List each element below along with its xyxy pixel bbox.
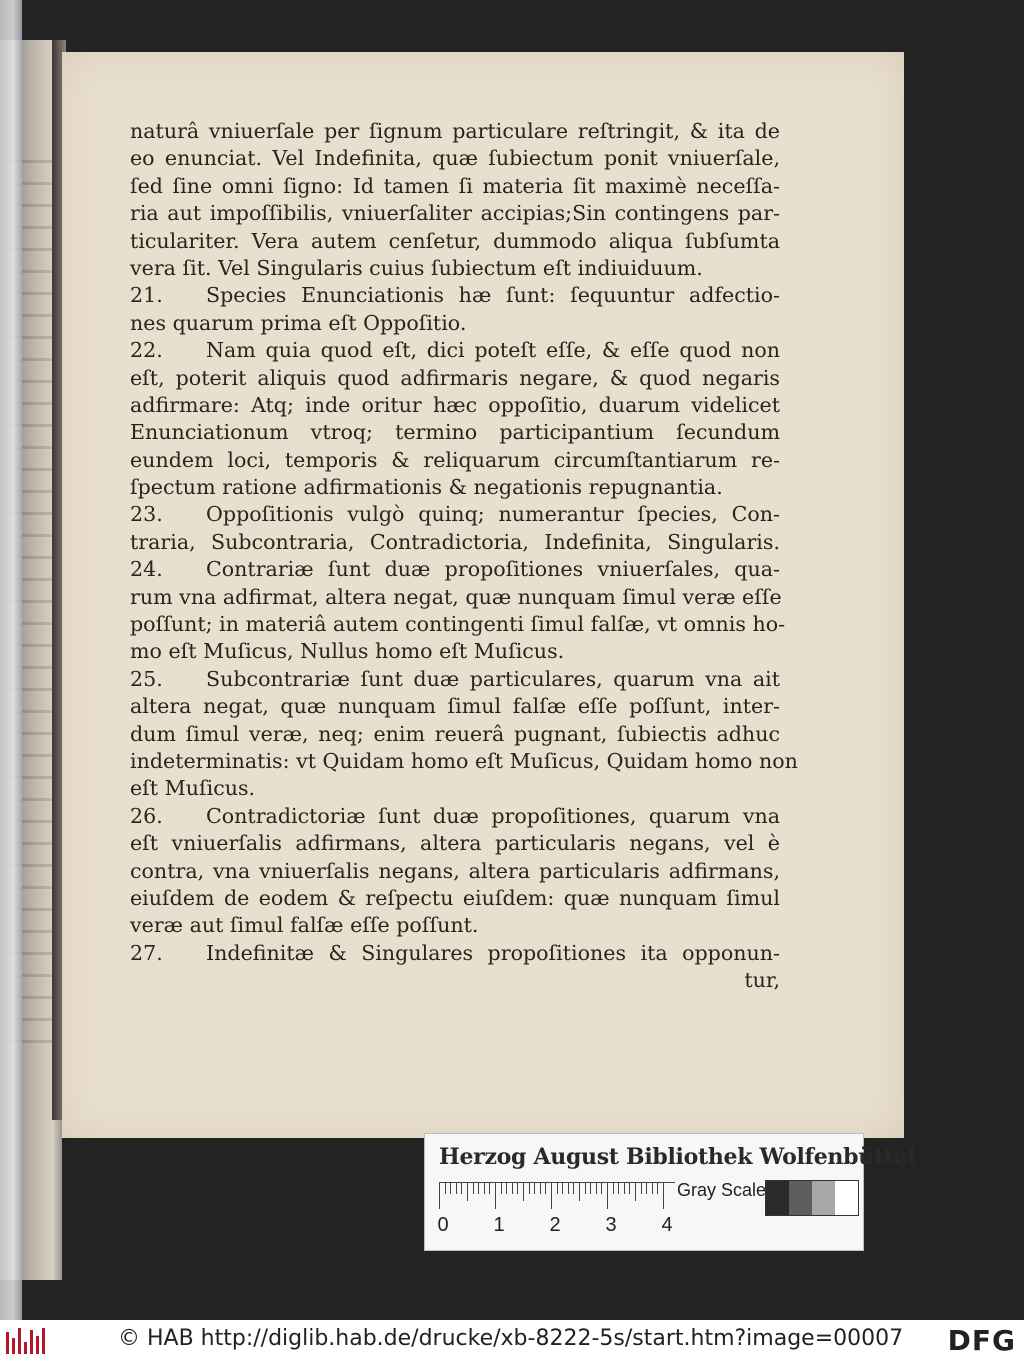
line-text: Contrariæ ſunt duæ propoſitiones vniuerſales, qua- (206, 557, 780, 582)
ruler-tick (467, 1183, 468, 1201)
text-line (130, 885, 780, 912)
ruler-tick (596, 1183, 597, 1194)
ruler-tick (545, 1183, 546, 1194)
gray-patch (812, 1181, 835, 1215)
gray-scale-patches (765, 1180, 859, 1216)
line-text: ſed ſine omni ſigno: Id tamen ſi materia ſit maximè neceſſa- (130, 173, 780, 198)
line-text: ticulariter. Vera autem cenſetur, dummodo aliqua ſubſumta (130, 228, 780, 253)
ruler-tick (641, 1183, 642, 1194)
line-text: adfirmare: Atq; inde oritur hæc oppoſitio, duarum videlicet (130, 392, 780, 417)
logo-bar (6, 1332, 9, 1354)
book-page (62, 52, 904, 1138)
text-line (130, 556, 780, 583)
color-scale-card (424, 1133, 916, 1251)
ruler-label: 4 (661, 1214, 673, 1236)
ruler-tick (590, 1183, 591, 1194)
text-line (130, 584, 780, 611)
line-text: dum ſimul veræ, neq; enim reuerâ pugnant, ſubiectis adhuc (130, 721, 780, 746)
gray-patch (789, 1181, 812, 1215)
hab-logo-icon (6, 1328, 46, 1354)
ruler-tick (517, 1183, 518, 1194)
text-line (130, 145, 780, 172)
text-line (130, 282, 780, 309)
ruler-tick (529, 1183, 530, 1194)
ruler-tick (439, 1183, 440, 1209)
paragraph-number: 26. (130, 803, 163, 828)
text-line (130, 501, 780, 528)
ruler-label: 2 (549, 1214, 561, 1236)
ruler-tick (601, 1183, 602, 1194)
gray-patch (835, 1181, 858, 1215)
text-line (130, 447, 780, 474)
text-line (130, 666, 780, 693)
line-text: eiuſdem de eodem & reſpectu eiuſdem: quæ nunquam ſimul (130, 885, 780, 910)
ruler-tick (534, 1183, 535, 1194)
text-line (130, 967, 780, 994)
line-text: eo enunciat. Vel Indefinita, quæ ſubiectum ponit vniuerſale, (130, 146, 780, 171)
line-text: tur, (744, 968, 780, 993)
line-text: Species Enunciationis hæ ſunt: ſequuntur adfectio- (206, 283, 780, 308)
ruler-tick (613, 1183, 614, 1194)
footer-band (0, 1320, 1024, 1361)
line-text: eſt Muſicus. (130, 776, 256, 801)
line-text: Subcontrariæ ſunt duæ particulares, quarum vna ait (206, 666, 780, 691)
ruler-label: 0 (437, 1214, 449, 1236)
paragraph-number: 25. (130, 666, 163, 691)
ruler-tick (657, 1183, 658, 1194)
logo-bar (24, 1342, 27, 1354)
text-line (130, 255, 780, 282)
line-text: altera negat, quæ nunquam ſimul falſæ eſſe poſſunt, inter- (130, 694, 780, 719)
ruler-tick (557, 1183, 558, 1194)
ruler-tick (489, 1183, 490, 1194)
text-line (130, 858, 780, 885)
logo-bar (18, 1328, 21, 1354)
measurement-ruler (439, 1182, 675, 1211)
logo-bar (36, 1336, 39, 1354)
ruler-tick (484, 1183, 485, 1194)
ruler-tick (473, 1183, 474, 1194)
text-line (130, 940, 780, 967)
ruler-tick (579, 1183, 580, 1201)
text-line (130, 118, 780, 145)
ruler-tick (635, 1183, 636, 1201)
text-line (130, 775, 780, 802)
logo-bar (12, 1338, 15, 1354)
text-line (130, 830, 780, 857)
ruler-tick (607, 1183, 608, 1209)
line-text: rum vna adfirmat, altera negat, quæ nunquam ſimul veræ eſſe (130, 584, 782, 609)
text-line (130, 310, 780, 337)
text-line (130, 638, 780, 665)
text-line (130, 721, 780, 748)
ruler-tick (568, 1183, 569, 1194)
text-line (130, 748, 798, 775)
ruler-tick (512, 1183, 513, 1194)
line-text: poſſunt; in materiâ autem contingenti ſimul falſæ, vt omnis ho- (130, 612, 786, 637)
line-text: mo eſt Muſicus, Nullus homo eſt Muſicus. (130, 639, 565, 664)
text-line (130, 365, 780, 392)
ruler-label: 3 (605, 1214, 617, 1236)
page-text-block (130, 118, 798, 995)
text-line (130, 693, 780, 720)
line-text: traria, Subcontraria, Contradictoria, Indefinita, Singularis. (130, 529, 780, 554)
ruler-tick (445, 1183, 446, 1194)
dfg-logo: DFG (947, 1324, 1016, 1357)
ruler-tick (461, 1183, 462, 1194)
paragraph-number: 21. (130, 283, 163, 308)
line-text: eundem loci, temporis & reliquarum circumſtantiarum re- (130, 447, 780, 472)
text-line (130, 803, 780, 830)
text-line (130, 611, 786, 638)
text-line (130, 419, 780, 446)
text-line (130, 529, 780, 556)
gray-scale-label: Gray Scale (677, 1180, 767, 1200)
ruler-tick (456, 1183, 457, 1194)
logo-bar (42, 1328, 45, 1354)
line-text: Oppoſitionis vulgò quinq; numerantur ſpecies, Con- (206, 502, 780, 527)
ruler-tick (523, 1183, 524, 1201)
ruler-tick (562, 1183, 563, 1194)
text-line (130, 200, 780, 227)
ruler-tick (573, 1183, 574, 1194)
ruler-tick (652, 1183, 653, 1194)
paragraph-number: 22. (130, 338, 163, 363)
line-text: Enunciationum vtroq; termino participantium ſecundum (130, 420, 780, 445)
ruler-tick (646, 1183, 647, 1194)
ruler-tick (663, 1183, 664, 1209)
line-text: ria aut impoſſibilis, vniuerſaliter accipias;Sin contingens par- (130, 201, 780, 226)
text-line (130, 173, 780, 200)
ruler-tick (624, 1183, 625, 1194)
ruler-tick (585, 1183, 586, 1194)
ruler-tick (618, 1183, 619, 1194)
line-text: Nam quia quod eſt, dici poteſt eſſe, & eſſe quod non (206, 338, 780, 363)
ruler-tick (551, 1183, 552, 1209)
line-text: veræ aut ſimul falſæ eſſe poſſunt. (130, 913, 479, 938)
ruler-tick (506, 1183, 507, 1194)
line-text: eſt vniuerſalis adfirmans, altera particularis negans, vel è (130, 831, 780, 856)
ruler-tick (450, 1183, 451, 1194)
gray-patch (766, 1181, 789, 1215)
glass-strip (0, 0, 22, 1320)
footer-credit[interactable]: © HAB http://diglib.hab.de/drucke/xb-8222-5s/start.htm?image=00007 (118, 1326, 904, 1351)
ruler-tick (501, 1183, 502, 1194)
line-text: contra, vna vniuerſalis negans, altera particularis adfirmans, (130, 858, 780, 883)
ruler-tick (495, 1183, 496, 1209)
text-line (130, 392, 780, 419)
line-text: Indefinitæ & Singulares propoſitiones ita opponun- (206, 940, 780, 965)
paragraph-number: 23. (130, 502, 163, 527)
scale-card-title: Herzog August Bibliothek Wolfenbüttel (439, 1144, 916, 1170)
ruler-label: 1 (493, 1214, 505, 1236)
paragraph-number: 27. (130, 940, 163, 965)
line-text: nes quarum prima eſt Oppoſitio. (130, 310, 467, 335)
line-text: eſt, poterit aliquis quod adfirmaris negare, & quod negaris (130, 365, 780, 390)
line-text: ſpectum ratione adfirmationis & negationis repugnantia. (130, 475, 723, 500)
paragraph-number: 24. (130, 557, 163, 582)
ruler-tick (629, 1183, 630, 1194)
text-line (130, 912, 780, 939)
line-text: vera ſit. Vel Singularis cuius ſubiectum eſt indiuiduum. (130, 255, 703, 280)
logo-bar (30, 1330, 33, 1354)
line-text: naturâ vniuerſale per ſignum particulare reſtringit, & ita de (130, 119, 780, 143)
line-text: indeterminatis: vt Quidam homo eſt Muſicus, Quidam homo non (130, 748, 798, 773)
ruler-tick (478, 1183, 479, 1194)
text-line (130, 337, 780, 364)
text-line (130, 228, 780, 255)
ruler-tick (540, 1183, 541, 1194)
text-line (130, 474, 780, 501)
line-text: Contradictoriæ ſunt duæ propoſitiones, quarum vna (206, 803, 780, 828)
